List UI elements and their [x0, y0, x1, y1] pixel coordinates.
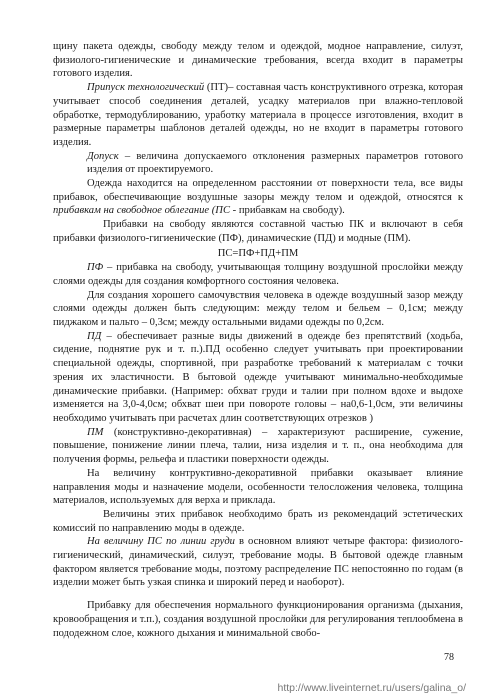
definition-pd: – обеспечивает разные виды движений в одежде без препятствий (ходьба, сидение, поднятие рук и т. п.).ПД особенно следует учитывать при проектировании специальной одежды, спортивной, при разработке требований к материалам с точки зрения их эластичности. В бытовой одежде учитывают минимально-необходимые динамические прибавки. (Например: обхват груди и талии при полном вдохе и выдохе изменяется на 3,0-4,0см; обхват шеи при повороте головы – на0,6-1,0см, эти величины необходимо учитывать при расчетах длин соответствующих отрезков ) [53, 330, 463, 424]
body-text [53, 40, 463, 640]
term-technological-allowance: Припуск технологический [87, 82, 205, 94]
paragraph-1: щину пакета одежды, свободу между телом и одеждой, модное направление, силуэт, физиолого-гигиенические и динамические требования, всегда входит в параметры готового изделия. [53, 41, 463, 80]
paragraph-aesthetic-commissions: Величины этих прибавок необходимо брать из рекомендаций эстетических комиссий по направлению моды в одежде. [53, 508, 463, 534]
paragraph-technological-allowance [53, 81, 463, 150]
term-pm: ПМ [87, 426, 104, 438]
definition-technological-allowance: (ПТ)– составная часть конструктивного отрезка, которая учитывает способ соединения деталей, усадку материалов при влажно-тепловой обработке, термодублированию, уработку материала в процессе изготовления, входит в размерные параметры шаблонов деталей одежды, но не входит в параметры готового изделия. [53, 82, 463, 148]
watermark-url: http://www.liveinternet.ru/users/galina_o/ [277, 682, 466, 694]
term-chest-line: На величину ПС по линии груди [87, 536, 235, 548]
paragraph-design-allowance: На величину контруктивно-декоративной прибавки оказывает влияние направления моды и назначение модели, особенности телосложения человека, толщина материалов, используемых для верха и приклада. [53, 467, 463, 507]
term-pf: ПФ [87, 262, 104, 274]
free-fit-text-a: Одежда находится на определенном расстоянии от поверхности тела, все виды прибавок, обеспечивающие воздушные зазоры между телом и одеждой, относятся к [53, 178, 463, 203]
term-tolerance: Допуск [87, 150, 119, 162]
paragraph-pm [53, 426, 463, 467]
paragraph-air-gap: Для создания хорошего самочувствия человека в одежде воздушный зазор между слоями одежды должен быть следующим: между телом и бельем – 0,1см; между пиджаком и пальто – 0,3см; между остальными видами одежды по 0,2см. [53, 289, 463, 329]
term-free-fit: прибавкам на свободное облегание (ПС [53, 205, 231, 217]
paragraph-pf [53, 261, 463, 288]
formula: ПС=ПФ+ПД+ПМ [217, 247, 299, 259]
page-number: 78 [444, 652, 454, 663]
chest-line-text: в основном влияют четыре фактора: физиолого-гигиенический, динамический, силуэт, требование моды. В бытовой одежде главным фактором является требование моды, поэтому распределение ПС непостоянно по годам (в изделии может быть узкая спинка и широкий перед и наоборот). [53, 536, 463, 589]
paragraph-pd [53, 330, 463, 426]
free-fit-text-b: - прибавкам на свободу). [230, 205, 345, 217]
paragraph-chest-line [53, 535, 463, 590]
definition-pm: (конструктивно-декоративная) – характеризуют расширение, сужение, повышение, понижение линии плеча, талии, низа изделия и т. п., она необходима для получения формы, рельефа и пластики поверхности одежды. [53, 426, 463, 466]
definition-tolerance: – величина допускаемого отклонения размерных параметров готового изделия от проектируемого. [87, 150, 463, 176]
paragraph-normal-functioning: Прибавку для обеспечения нормального функционирования организма (дыхания, кровообращения и т.п.), создания воздушной прослойки для регулирования теплообмена в пододежном слое, кожного дыхания и минимальной свобо- [53, 600, 463, 639]
term-pd: ПД [87, 330, 102, 342]
paragraph-freedom-allowances: Прибавки на свободу являются составной частью ПК и включают в себя прибавки физиолого-гигиенические (ПФ), динамические (ПД) и модные (ПМ). [53, 219, 463, 244]
definition-pf: – прибавка на свободу, учитывающая толщину воздушной прослойки между слоями одежды для создания комфортного состояния человека. [53, 262, 463, 287]
paragraph-free-fit [53, 177, 463, 218]
paragraph-tolerance [53, 150, 463, 177]
